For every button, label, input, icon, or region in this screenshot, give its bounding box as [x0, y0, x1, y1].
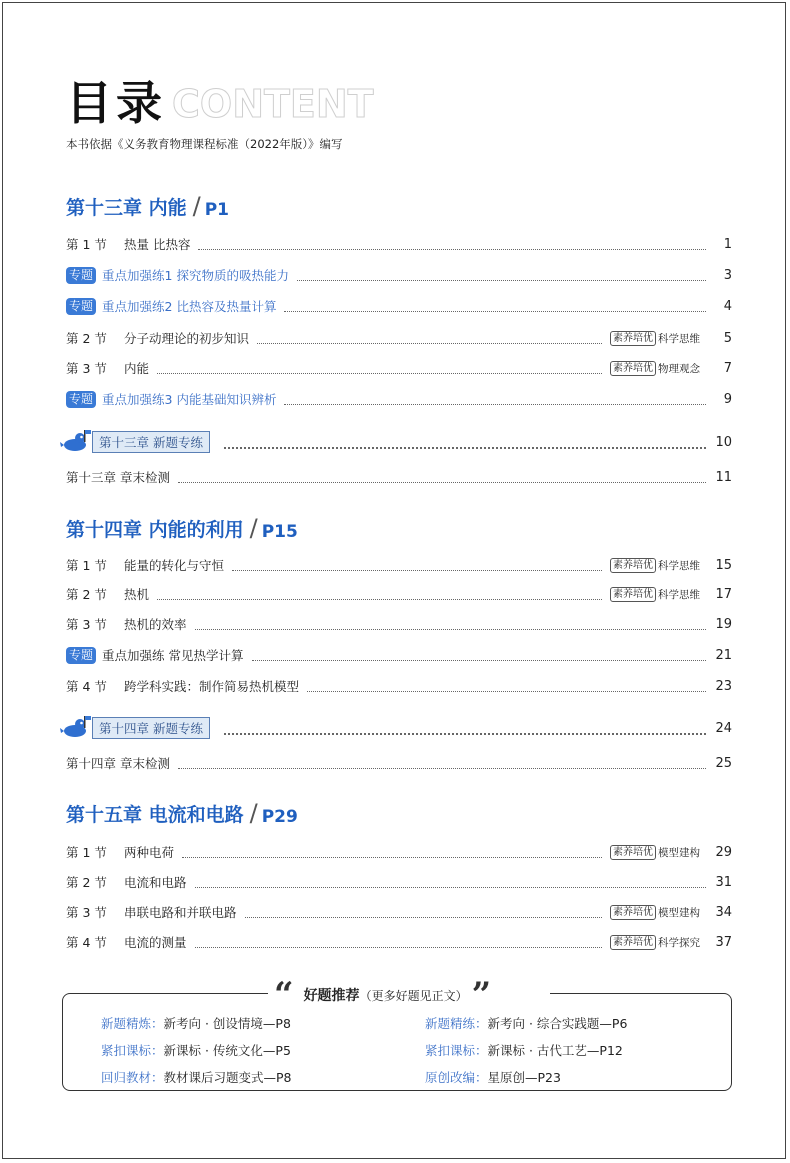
mascot-icon — [58, 428, 92, 456]
recommend-item[interactable] — [425, 1068, 561, 1086]
special-tag: 专题 — [66, 647, 96, 664]
new-question-row[interactable] — [58, 428, 732, 456]
literacy-label: 科学探究 — [658, 936, 700, 949]
page-number: 37 — [715, 934, 732, 950]
leader-dots — [297, 270, 706, 281]
page-number: 4 — [723, 298, 732, 314]
section-number: 第 4 节 — [66, 935, 107, 950]
page-number: 5 — [723, 330, 732, 346]
section-number: 第 1 节 — [66, 237, 107, 252]
recommend-value: 新课标 · 古代工艺—P12 — [487, 1043, 623, 1058]
section-title: 热机 — [124, 587, 150, 602]
section-number: 第 1 节 — [66, 845, 107, 860]
special-tag: 专题 — [66, 298, 96, 315]
toc-row-special[interactable] — [66, 265, 732, 285]
literacy-badge: 素养培优 — [610, 361, 656, 376]
new-question-row[interactable] — [58, 714, 732, 742]
page-number: 3 — [723, 267, 732, 283]
literacy-label: 科学思维 — [658, 588, 700, 601]
leader-dots — [252, 650, 707, 661]
open-quote-icon: “ — [274, 975, 294, 1015]
section-title: 电流的测量 — [124, 935, 187, 950]
toc-row[interactable] — [66, 358, 732, 378]
chapter-heading[interactable] — [66, 512, 298, 542]
toc-row[interactable] — [66, 234, 732, 254]
toc-row[interactable] — [66, 584, 732, 604]
page-number: 11 — [715, 469, 732, 485]
chapter-page: P1 — [204, 200, 230, 220]
section-title: 分子动理论的初步知识 — [124, 331, 250, 346]
page-number: 9 — [723, 391, 732, 407]
toc-row[interactable] — [66, 467, 732, 487]
section-title: 跨学科实践：制作简易热机模型 — [124, 679, 300, 694]
toc-row-special[interactable] — [66, 645, 732, 665]
chapter-title: 第十五章 电流和电路 — [66, 804, 244, 826]
literacy-badge: 素养培优 — [610, 905, 656, 920]
section-title: 两种电荷 — [124, 845, 175, 860]
leader-dots — [157, 589, 602, 600]
recommend-item[interactable] — [425, 1014, 627, 1032]
section-number: 第 4 节 — [66, 679, 107, 694]
page-title: 目录 — [66, 76, 166, 130]
page-number: 21 — [715, 647, 732, 663]
page-number: 23 — [715, 678, 732, 694]
recommend-heading — [268, 975, 550, 1015]
recommend-title: 好题推荐 — [303, 988, 360, 1004]
recommend-item[interactable] — [101, 1041, 291, 1059]
page-number: 19 — [715, 616, 732, 632]
leader-dots — [195, 619, 706, 630]
literacy-badge: 素养培优 — [610, 935, 656, 950]
slash-divider: / — [249, 514, 258, 542]
section-title: 热机的效率 — [124, 617, 187, 632]
literacy-badge: 素养培优 — [610, 558, 656, 573]
chapter-page: P15 — [261, 522, 298, 542]
chapter-heading[interactable] — [66, 797, 298, 827]
recommend-item[interactable] — [101, 1014, 291, 1032]
literacy-badge: 素养培优 — [610, 331, 656, 346]
section-title: 串联电路和并联电路 — [124, 905, 237, 920]
section-title: 重点加强练3 内能基础知识辨析 — [102, 392, 277, 407]
recommend-value: 新考向 · 综合实践题—P6 — [487, 1016, 628, 1031]
leader-dots — [232, 560, 602, 571]
page-number: 15 — [715, 557, 732, 573]
section-title: 内能 — [124, 361, 150, 376]
leader-dots — [198, 239, 706, 250]
section-number: 第 3 节 — [66, 905, 107, 920]
section-number: 第 3 节 — [66, 361, 107, 376]
section-number: 第 2 节 — [66, 875, 107, 890]
toc-row[interactable] — [66, 328, 732, 348]
leader-dots — [307, 681, 706, 692]
page-number: 17 — [715, 586, 732, 602]
toc-row[interactable] — [66, 932, 732, 952]
special-tag: 专题 — [66, 391, 96, 408]
literacy-label: 模型建构 — [658, 846, 700, 859]
recommend-key: 紧扣课标： — [101, 1043, 164, 1058]
new-question-label: 第十四章 新题专练 — [92, 717, 210, 739]
special-tag: 专题 — [66, 267, 96, 284]
leader-dots — [245, 907, 602, 918]
section-title: 能量的转化与守恒 — [124, 558, 225, 573]
section-title: 电流和电路 — [124, 875, 187, 890]
chapter-page: P29 — [261, 807, 298, 827]
toc-row[interactable] — [66, 842, 732, 862]
literacy-label: 模型建构 — [658, 906, 700, 919]
toc-row-special[interactable] — [66, 389, 732, 409]
literacy-badge: 素养培优 — [610, 587, 656, 602]
page-number: 1 — [723, 236, 732, 252]
section-title: 热量 比热容 — [124, 237, 191, 252]
page-number: 10 — [715, 434, 732, 450]
recommend-key: 新题精练： — [425, 1016, 488, 1031]
new-question-label: 第十三章 新题专练 — [92, 431, 210, 453]
literacy-label: 科学思维 — [658, 559, 700, 572]
mascot-icon — [58, 714, 92, 742]
recommend-subtitle: （更多好题见正文） — [359, 988, 468, 1003]
section-title: 重点加强练2 比热容及热量计算 — [102, 299, 277, 314]
page-subtitle: 本书依据《义务教育物理课程标准（2022年版）》编写 — [66, 137, 343, 151]
leader-dots — [178, 472, 706, 483]
toc-row[interactable] — [66, 902, 732, 922]
leader-dots — [195, 937, 602, 948]
leader-dots — [182, 847, 602, 858]
recommend-item[interactable] — [425, 1041, 623, 1059]
recommend-value: 新课标 · 传统文化—P5 — [163, 1043, 291, 1058]
leader-dots — [284, 301, 706, 312]
chapter-title: 第十三章 内能 — [66, 197, 187, 219]
leader-dots — [224, 435, 706, 449]
section-title: 重点加强练1 探究物质的吸热能力 — [102, 268, 289, 283]
toc-row[interactable] — [66, 555, 732, 575]
slash-divider: / — [249, 799, 258, 827]
recommend-key: 原创改编： — [425, 1070, 488, 1085]
recommend-value: 教材课后习题变式—P8 — [163, 1070, 292, 1085]
recommend-value: 新考向 · 创设情境—P8 — [163, 1016, 291, 1031]
chapter-heading[interactable] — [66, 190, 229, 220]
recommend-key: 新题精炼： — [101, 1016, 164, 1031]
toc-row[interactable] — [66, 872, 732, 892]
page-number: 31 — [715, 874, 732, 890]
leader-dots — [195, 877, 706, 888]
section-number: 第 2 节 — [66, 587, 107, 602]
leader-dots — [224, 721, 706, 735]
chapter-title: 第十四章 内能的利用 — [66, 519, 244, 541]
close-quote-icon: ” — [471, 975, 492, 1015]
section-title: 第十四章 章末检测 — [66, 756, 170, 771]
toc-row[interactable] — [66, 753, 732, 773]
page-number: 24 — [715, 720, 732, 736]
section-number: 第 1 节 — [66, 558, 107, 573]
recommend-key: 紧扣课标： — [425, 1043, 488, 1058]
leader-dots — [257, 333, 602, 344]
title-en-watermark: CONTENT — [172, 82, 374, 126]
literacy-badge: 素养培优 — [610, 845, 656, 860]
section-number: 第 3 节 — [66, 617, 107, 632]
literacy-label: 物理观念 — [658, 362, 700, 375]
toc-row-special[interactable] — [66, 296, 732, 316]
leader-dots — [284, 394, 706, 405]
recommend-item[interactable] — [101, 1068, 292, 1086]
literacy-label: 科学思维 — [658, 332, 700, 345]
recommend-value: 星原创—P23 — [487, 1070, 561, 1085]
section-title: 重点加强练 常见热学计算 — [102, 648, 244, 663]
section-number: 第 2 节 — [66, 331, 107, 346]
slash-divider: / — [192, 192, 201, 220]
section-title: 第十三章 章末检测 — [66, 470, 170, 485]
toc-row[interactable] — [66, 676, 732, 696]
page-number: 29 — [715, 844, 732, 860]
page-number: 25 — [715, 755, 732, 771]
leader-dots — [157, 363, 602, 374]
page-number: 34 — [715, 904, 732, 920]
leader-dots — [178, 758, 706, 769]
recommend-key: 回归教材： — [101, 1070, 164, 1085]
page-number: 7 — [723, 360, 732, 376]
toc-row[interactable] — [66, 614, 732, 634]
